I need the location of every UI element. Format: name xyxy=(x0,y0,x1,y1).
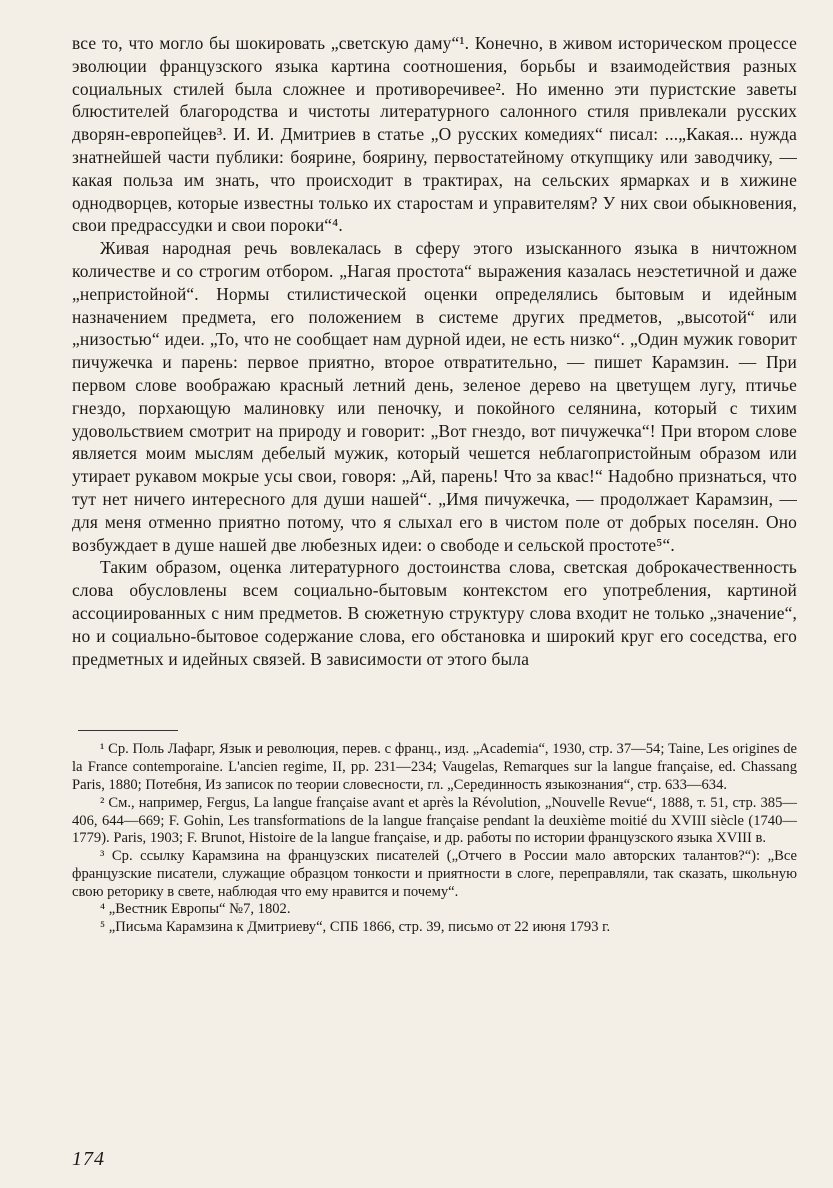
footnote-1: ¹ Ср. Поль Лафарг, Язык и революция, перев. с франц., изд. „Academia“, 1930, стр. 37—54; Taine, Les origines de la France contemporaine. L'ancien regime, II, pp. 231—234; Vaugelas, Remarques sur la langue française, ed. Chassang Paris, 1880; Потебня, Из записок по теории словесности, гл. „Серединность языкознания“, стр. 633—634. xyxy=(72,741,797,793)
paragraph-3: Таким образом, оценка литературного достоинства слова, светская доброкачественность слова обусловлены всем социально-бытовым контекстом его употребления, картиной ассоциированных с ним предметов. В сюжетную структуру слова входит не только „значение“, но и социально-бытовое содержание слова, его обстановка и широкий круг его соседства, его предметных и идейных связей. В зависимости от этого была xyxy=(72,557,797,669)
paragraph-2: Живая народная речь вовлекалась в сферу этого изысканного языка в ничтожном количестве и со строгим отбором. „Нагая простота“ выражения казалась неэстетичной и даже „непристойной“. Нормы стилистической оценки определялись бытовым и идейным назначением предмета, его положением в системе других предметов, „высотой“ или „низостью“ идеи. „То, что не сообщает нам дурной идеи, не есть низко“. „Один мужик говорит пичужечка и парень: первое приятно, второе отвратительно, — пишет Карамзин. — При первом слове воображаю красный летний день, зеленое дерево на цветущем лугу, птичье гнездо, порхающую малиновку или пеночку, и покойного селянина, который с тихим удовольствием смотрит на природу и говорит: „Вот гнездо, вот пичужечка“! При втором слове является моим мыслям дебелый мужик, который чешется неблагопристойным образом или утирает рукавом мокрые усы свои, говоря: „Ай, парень! Что за квас!“ Надобно признаться, что тут нет ничего интересного для души нашей“. „Имя пичужечка, — продолжает Карамзин, — для меня отменно приятно потому, что я слыхал его в чистом поле от добрых поселян. Оно возбуждает в душе нашей две любезных идеи: о свободе и сельской простоте⁵“. xyxy=(72,238,797,555)
footnote-5: ⁵ „Письма Карамзина к Дмитриеву“, СПБ 1866, стр. 39, письмо от 22 июня 1793 г. xyxy=(100,919,611,936)
page-number: 174 xyxy=(72,1148,105,1170)
footnote-2: ² См., например, Fergus, La langue française avant et après la Révolution, „Nouvelle Revue“, 1888, т. 51, стр. 385—406, 644—669; F. Gohin, Les transformations de la langue française pendant la deuxième moitié du XVIII siècle (1740—1779). Paris, 1903; F. Brunot, Histoire de la langue française, и др. работы по истории французского языка XVIII в. xyxy=(72,794,797,847)
footnote-4: ⁴ „Вестник Европы“ №7, 1802. xyxy=(100,901,291,918)
footnote-3: ³ Ср. ссылку Карамзина на французских писателей („Отчего в России мало авторских талантов?“): „Все французские писатели, служащие образцом тонкости и приятности в слоге, переправляли, так сказать, школьную свою реторику в свете, наблюдая что ему нравится и почему“. xyxy=(72,848,797,900)
paragraph-1: все то, что могло бы шокировать „светскую даму“¹. Конечно, в живом историческом процессе эволюции французского языка картина соотношения, борьбы и взаимодействия разных социальных стилей была сложнее и противоречивее². Но именно эти пуристские заветы блюстителей благородства и чистоты литературного салонного стиля привлекали русских дворян-европейцев³. И. И. Дмитриев в статье „О русских комедиях“ писал: ...„Какая... нужда знатнейшей части публики: боярине, боярину, первостатейному откупщику или заводчику, — какая польза им знать, что происходит в трактирах, на сельских ярмарках и в хижине однодворцев, которые известны только их старостам и управителям? У них свои обыкновения, свои предрассудки и свои пороки“⁴. xyxy=(72,33,797,236)
footnote-divider xyxy=(78,730,178,731)
main-text xyxy=(72,32,797,670)
footnotes xyxy=(72,741,797,937)
